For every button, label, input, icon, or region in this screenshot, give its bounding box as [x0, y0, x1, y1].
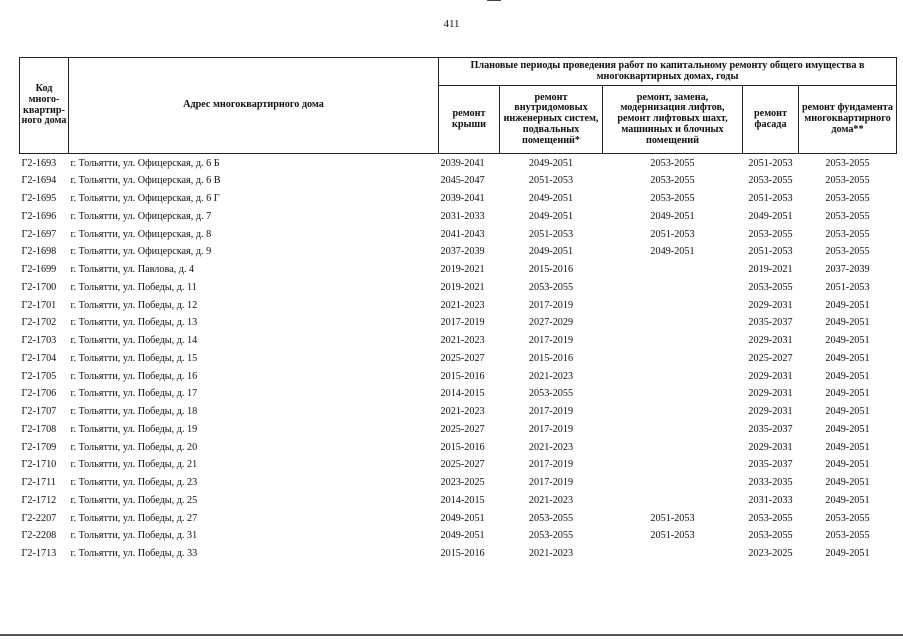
header-planned-periods: Плановые периоды проведения работ по капитальному ремонту общего имущества в многоквартирных домах, годы	[439, 58, 897, 86]
cell-code: Г2-1706	[21, 388, 57, 400]
cell-facade: 2019-2021	[748, 264, 793, 276]
cell-elevators	[603, 262, 743, 280]
header-code: Код много-квартир-ного дома	[20, 58, 69, 154]
table-row	[20, 297, 897, 315]
cell-foundation: 2049-2051	[825, 548, 870, 560]
cell-elevators	[603, 404, 743, 422]
cell-facade: 2035-2037	[748, 459, 793, 471]
cell-roof: 2037-2039	[440, 246, 485, 258]
cell-elevators: 2049-2051	[650, 210, 695, 222]
table-row	[20, 386, 897, 404]
table-row	[20, 475, 897, 493]
cell-code: Г2-1709	[21, 441, 57, 453]
cell-roof: 2015-2016	[440, 370, 485, 382]
cell-facade: 2029-2031	[748, 299, 793, 311]
cell-foundation: 2049-2051	[825, 388, 870, 400]
cell-foundation: 2053-2055	[825, 193, 870, 205]
header-foundation: ремонт фундамента многоквартирного дома**	[799, 86, 897, 154]
cell-elevators	[603, 386, 743, 404]
cell-address: г. Тольятти, ул. Победы, д. 25	[70, 494, 198, 506]
cell-foundation: 2049-2051	[825, 299, 870, 311]
cell-roof: 2045-2047	[440, 175, 485, 187]
cell-address: г. Тольятти, ул. Победы, д. 21	[70, 459, 198, 471]
cell-address: г. Тольятти, ул. Победы, д. 17	[70, 388, 198, 400]
header-elevators: ремонт, замена, модернизация лифтов, ремонт лифтовых шахт, машинных и блочных помещений	[603, 86, 743, 154]
cell-facade: 2029-2031	[748, 406, 793, 418]
cell-address: г. Тольятти, ул. Победы, д. 13	[70, 317, 198, 329]
cell-systems: 2053-2055	[528, 512, 574, 524]
cell-foundation: 2053-2055	[825, 228, 870, 240]
table-row	[20, 439, 897, 457]
cell-facade: 2025-2027	[748, 352, 793, 364]
table-row	[20, 333, 897, 351]
cell-code: Г2-1693	[21, 157, 57, 169]
cell-systems: 2051-2053	[528, 175, 574, 187]
table-body	[20, 154, 897, 564]
cell-facade: 2029-2031	[748, 441, 793, 453]
cell-code: Г2-1710	[21, 459, 57, 471]
cell-systems: 2053-2055	[528, 530, 574, 542]
cell-foundation: 2053-2055	[825, 512, 870, 524]
header-address: Адрес многоквартирного дома	[69, 58, 439, 154]
scan-edge-mark	[487, 0, 501, 1]
table-row	[20, 173, 897, 191]
table-row	[20, 457, 897, 475]
cell-code: Г2-1707	[21, 406, 57, 418]
cell-roof: 2014-2015	[440, 388, 485, 400]
cell-roof: 2025-2027	[440, 459, 485, 471]
table-row	[20, 262, 897, 280]
cell-roof: 2014-2015	[440, 494, 485, 506]
cell-code: Г2-1699	[21, 264, 57, 276]
cell-foundation: 2051-2053	[825, 281, 870, 293]
cell-code: Г2-1695	[21, 193, 57, 205]
cell-foundation: 2049-2051	[825, 352, 870, 364]
cell-address: г. Тольятти, ул. Офицерская, д. 7	[70, 210, 212, 222]
cell-code: Г2-1701	[21, 299, 57, 311]
cell-foundation: 2049-2051	[825, 459, 870, 471]
cell-roof: 2019-2021	[440, 264, 485, 276]
cell-systems: 2017-2019	[528, 459, 574, 471]
table-row	[20, 404, 897, 422]
cell-facade: 2051-2053	[748, 246, 793, 258]
cell-elevators	[603, 368, 743, 386]
cell-address: г. Тольятти, ул. Офицерская, д. 6 Б	[70, 157, 220, 169]
cell-facade: 2035-2037	[748, 423, 793, 435]
cell-elevators: 2051-2053	[650, 512, 695, 524]
cell-address: г. Тольятти, ул. Победы, д. 19	[70, 423, 198, 435]
cell-systems: 2027-2029	[528, 317, 574, 329]
cell-facade: 2029-2031	[748, 335, 793, 347]
cell-address: г. Тольятти, ул. Победы, д. 33	[70, 548, 198, 560]
cell-code: Г2-2208	[21, 530, 57, 542]
cell-code: Г2-1711	[21, 477, 56, 489]
cell-foundation: 2053-2055	[825, 246, 870, 258]
cell-elevators	[603, 439, 743, 457]
cell-code: Г2-1704	[21, 352, 57, 364]
cell-address: г. Тольятти, ул. Офицерская, д. 6 Г	[70, 193, 220, 205]
cell-facade: 2053-2055	[748, 512, 793, 524]
cell-foundation: 2053-2055	[825, 210, 870, 222]
cell-address: г. Тольятти, ул. Павлова, д. 4	[70, 264, 195, 276]
cell-systems: 2021-2023	[528, 548, 574, 560]
cell-elevators	[603, 333, 743, 351]
cell-foundation: 2053-2055	[825, 530, 870, 542]
cell-roof: 2021-2023	[440, 406, 485, 418]
table-row	[20, 368, 897, 386]
cell-systems: 2049-2051	[528, 210, 574, 222]
cell-roof: 2023-2025	[440, 477, 485, 489]
cell-foundation: 2037-2039	[825, 264, 870, 276]
table-row	[20, 315, 897, 333]
table-row	[20, 154, 897, 173]
cell-code: Г2-1705	[21, 370, 57, 382]
cell-code: Г2-1698	[21, 246, 57, 258]
table-row	[20, 528, 897, 546]
cell-address: г. Тольятти, ул. Офицерская, д. 8	[70, 228, 212, 240]
cell-address: г. Тольятти, ул. Победы, д. 16	[70, 370, 198, 382]
cell-elevators	[603, 297, 743, 315]
cell-code: Г2-2207	[21, 512, 57, 524]
cell-facade: 2029-2031	[748, 388, 793, 400]
table-row	[20, 208, 897, 226]
cell-systems: 2021-2023	[528, 370, 574, 382]
cell-roof: 2041-2043	[440, 228, 485, 240]
cell-code: Г2-1696	[21, 210, 57, 222]
cell-elevators: 2049-2051	[650, 246, 695, 258]
cell-facade: 2031-2033	[748, 494, 793, 506]
cell-elevators	[603, 350, 743, 368]
scan-bottom-edge	[0, 634, 903, 636]
cell-code: Г2-1702	[21, 317, 57, 329]
cell-address: г. Тольятти, ул. Победы, д. 20	[70, 441, 198, 453]
cell-elevators: 2053-2055	[650, 157, 695, 169]
cell-elevators: 2053-2055	[650, 193, 695, 205]
cell-elevators	[603, 315, 743, 333]
cell-address: г. Тольятти, ул. Победы, д. 31	[70, 530, 198, 542]
cell-address: г. Тольятти, ул. Победы, д. 11	[70, 281, 197, 293]
cell-code: Г2-1700	[21, 281, 57, 293]
cell-roof: 2015-2016	[440, 548, 485, 560]
cell-foundation: 2049-2051	[825, 406, 870, 418]
cell-facade: 2053-2055	[748, 228, 793, 240]
cell-facade: 2051-2053	[748, 157, 793, 169]
cell-facade: 2049-2051	[748, 210, 793, 222]
table-row	[20, 350, 897, 368]
cell-foundation: 2049-2051	[825, 370, 870, 382]
cell-code: Г2-1708	[21, 423, 57, 435]
cell-address: г. Тольятти, ул. Офицерская, д. 6 В	[70, 175, 221, 187]
cell-systems: 2017-2019	[528, 335, 574, 347]
header-facade: ремонт фасада	[743, 86, 799, 154]
cell-foundation: 2049-2051	[825, 335, 870, 347]
cell-roof: 2039-2041	[440, 157, 485, 169]
cell-elevators: 2051-2053	[650, 228, 695, 240]
cell-facade: 2029-2031	[748, 370, 793, 382]
table-row	[20, 279, 897, 297]
cell-systems: 2021-2023	[528, 441, 574, 453]
cell-address: г. Тольятти, ул. Победы, д. 27	[70, 512, 198, 524]
cell-elevators	[603, 279, 743, 297]
cell-foundation: 2049-2051	[825, 441, 870, 453]
cell-facade: 2051-2053	[748, 193, 793, 205]
cell-facade: 2035-2037	[748, 317, 793, 329]
cell-systems: 2049-2051	[528, 157, 574, 169]
cell-foundation: 2049-2051	[825, 317, 870, 329]
cell-address: г. Тольятти, ул. Офицерская, д. 9	[70, 246, 212, 258]
cell-systems: 2017-2019	[528, 423, 574, 435]
cell-elevators	[603, 421, 743, 439]
cell-code: Г2-1697	[21, 228, 57, 240]
cell-facade: 2023-2025	[748, 548, 793, 560]
table-row	[20, 226, 897, 244]
cell-address: г. Тольятти, ул. Победы, д. 15	[70, 352, 198, 364]
cell-address: г. Тольятти, ул. Победы, д. 18	[70, 406, 198, 418]
header-roof: ремонт крыши	[439, 86, 500, 154]
cell-foundation: 2049-2051	[825, 494, 870, 506]
cell-foundation: 2049-2051	[825, 477, 870, 489]
table-row	[20, 421, 897, 439]
capital-repair-schedule-table	[19, 57, 897, 563]
cell-roof: 2031-2033	[440, 210, 485, 222]
cell-elevators	[603, 492, 743, 510]
cell-code: Г2-1703	[21, 335, 57, 347]
cell-facade: 2053-2055	[748, 530, 793, 542]
cell-roof: 2021-2023	[440, 335, 485, 347]
table-row	[20, 244, 897, 262]
table-row	[20, 492, 897, 510]
cell-foundation: 2049-2051	[825, 423, 870, 435]
cell-foundation: 2053-2055	[825, 157, 870, 169]
cell-elevators	[603, 457, 743, 475]
table-row	[20, 191, 897, 209]
header-systems: ремонт внутридомовых инженерных систем, подвальных помещений*	[500, 86, 603, 154]
cell-roof: 2025-2027	[440, 352, 485, 364]
cell-elevators	[603, 475, 743, 493]
cell-roof: 2025-2027	[440, 423, 485, 435]
cell-facade: 2053-2055	[748, 175, 793, 187]
cell-systems: 2053-2055	[528, 281, 574, 293]
cell-foundation: 2053-2055	[825, 175, 870, 187]
cell-roof: 2049-2051	[440, 530, 485, 542]
cell-address: г. Тольятти, ул. Победы, д. 23	[70, 477, 198, 489]
cell-address: г. Тольятти, ул. Победы, д. 14	[70, 335, 198, 347]
cell-roof: 2039-2041	[440, 193, 485, 205]
cell-systems: 2017-2019	[528, 299, 574, 311]
cell-roof: 2015-2016	[440, 441, 485, 453]
cell-systems: 2017-2019	[528, 477, 574, 489]
cell-systems: 2015-2016	[528, 264, 574, 276]
cell-code: Г2-1694	[21, 175, 57, 187]
cell-roof: 2019-2021	[440, 281, 485, 293]
cell-elevators	[603, 546, 743, 564]
cell-elevators: 2051-2053	[650, 530, 695, 542]
cell-elevators: 2053-2055	[650, 175, 695, 187]
table-row	[20, 546, 897, 564]
cell-systems: 2021-2023	[528, 494, 574, 506]
table-row	[20, 510, 897, 528]
cell-roof: 2017-2019	[440, 317, 485, 329]
cell-systems: 2015-2016	[528, 352, 574, 364]
cell-systems: 2049-2051	[528, 246, 574, 258]
cell-systems: 2049-2051	[528, 193, 574, 205]
cell-systems: 2017-2019	[528, 406, 574, 418]
cell-roof: 2021-2023	[440, 299, 485, 311]
cell-address: г. Тольятти, ул. Победы, д. 12	[70, 299, 198, 311]
cell-code: Г2-1713	[21, 548, 57, 560]
cell-roof: 2049-2051	[440, 512, 485, 524]
cell-facade: 2053-2055	[748, 281, 793, 293]
page-number: 411	[443, 18, 460, 30]
cell-systems: 2053-2055	[528, 388, 574, 400]
cell-systems: 2051-2053	[528, 228, 574, 240]
cell-code: Г2-1712	[21, 494, 57, 506]
cell-facade: 2033-2035	[748, 477, 793, 489]
